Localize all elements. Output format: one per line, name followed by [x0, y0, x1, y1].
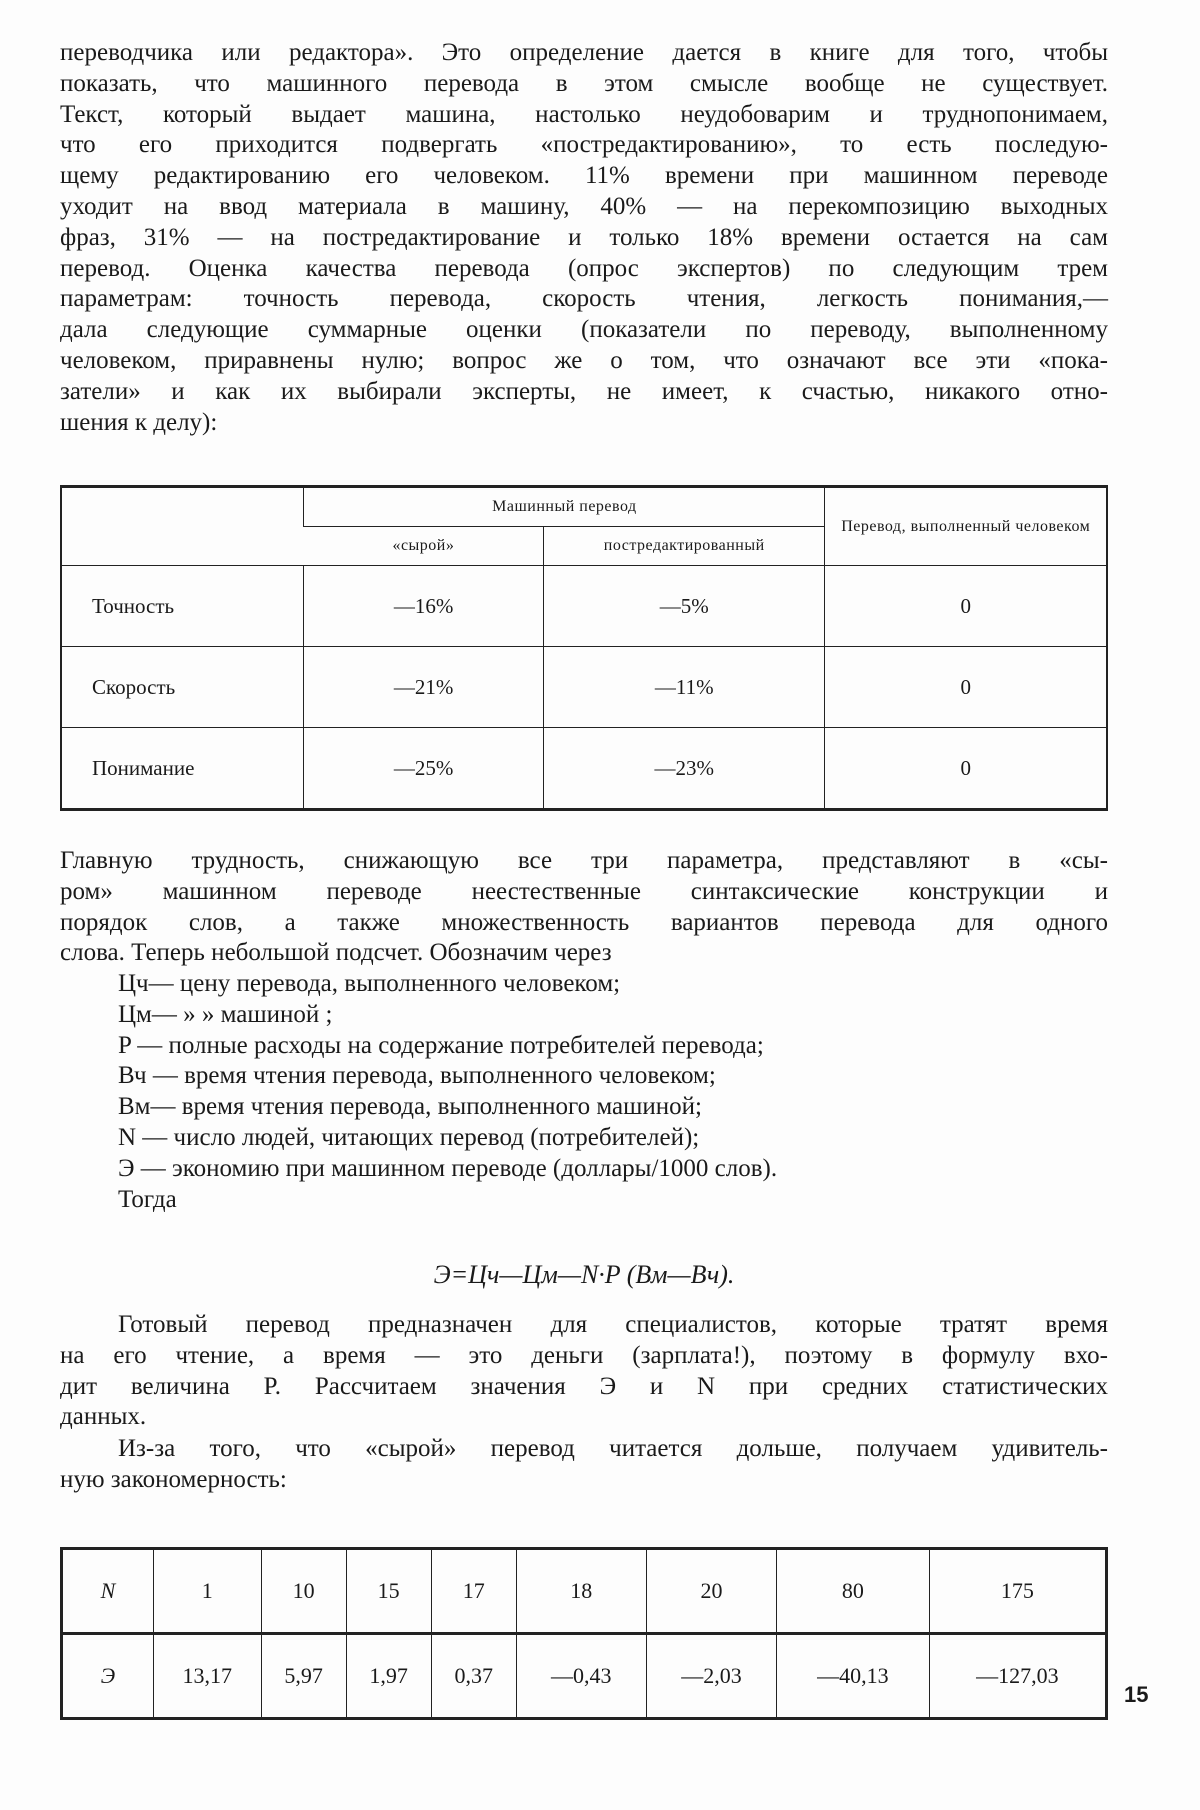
text-line: человеком, приравнены нулю; вопрос же о том, что означают все эти «пока- [60, 346, 1108, 374]
cell-n: 15 [346, 1549, 431, 1634]
text-line: Готовый перевод предназначен для специалистов, которые тратят время [118, 1311, 1108, 1338]
text-line: Вч — время чтения перевода, выполненного человеком; [118, 1062, 716, 1090]
cell-human: 0 [825, 566, 1107, 647]
cell-n: 10 [261, 1549, 346, 1634]
formula: Э=Цч—Цм—N·P (Вм—Вч). [433, 1260, 735, 1289]
text-line: слова. Теперь небольшой подсчет. Обозначим через [60, 939, 612, 967]
cell-human: 0 [825, 647, 1107, 728]
text-line: что его приходится подвергать «постредактированию», то есть последую- [60, 131, 1108, 159]
text-line: шения к делу): [60, 408, 218, 436]
row-label-e: Э [62, 1634, 154, 1719]
table-row [61, 566, 1107, 647]
cell-e: —40,13 [777, 1634, 930, 1719]
text-line: N — число людей, читающих перевод (потребителей); [118, 1123, 700, 1151]
row-label-n: N [100, 1578, 116, 1603]
header-raw: «сырой» [392, 537, 455, 554]
cell-n: 80 [777, 1549, 930, 1634]
cell-n: 175 [929, 1549, 1106, 1634]
text-line: Цм— » » машиной ; [118, 1000, 333, 1028]
cell-raw: —25% [304, 728, 544, 810]
cell-e: 5,97 [261, 1634, 346, 1719]
text-line: Э — экономию при машинном переводе (доллары/1000 слов). [118, 1154, 778, 1182]
paragraph-4 [60, 1434, 1108, 1496]
cell-n: 1 [154, 1549, 262, 1634]
text-line: затели» и как их выбирали эксперты, не имеет, к счастью, никакого отно- [60, 377, 1108, 405]
cell-label: Точность [61, 566, 304, 647]
paragraph-1 [60, 38, 1108, 438]
text-line: параметрам: точность перевода, скорость чтения, легкость понимания,— [60, 285, 1108, 313]
cell-e: —2,03 [646, 1634, 776, 1719]
cell-human: 0 [825, 728, 1107, 810]
cell-n: 17 [431, 1549, 516, 1634]
cell-e: —0,43 [516, 1634, 646, 1719]
paragraph-3 [60, 1310, 1108, 1433]
text-line: ром» машинном переводе неестественные синтаксические конструкции и [60, 877, 1108, 905]
cell-post: —11% [544, 647, 825, 728]
page-number: 15 [1124, 1682, 1149, 1707]
text-line: переводчика или редактора». Это определение дается в книге для того, чтобы [60, 39, 1108, 66]
text-line: перевод. Оценка качества перевода (опрос экспертов) по следующим трем [60, 254, 1108, 282]
text-line: дала следующие суммарные оценки (показатели по переводу, выполненному [60, 316, 1108, 344]
text-line: Вм— время чтения перевода, выполненного машиной; [118, 1093, 702, 1121]
text-line: порядок слов, а также множественность вариантов перевода для одного [60, 908, 1108, 936]
text-line: Цч— цену перевода, выполненного человеком; [118, 970, 621, 997]
text-line: показать, что машинного перевода в этом смысле вообще не существует. [60, 69, 1108, 97]
cell-n: 20 [646, 1549, 776, 1634]
text-line: фраз, 31% — на постредактирование и только 18% времени остается на сам [60, 223, 1108, 251]
header-machine: Машинный перевод [304, 487, 825, 527]
cell-n: 18 [516, 1549, 646, 1634]
cell-raw: —16% [304, 566, 544, 647]
cell-e: 13,17 [154, 1634, 262, 1719]
quality-table [60, 485, 1108, 811]
economy-table [60, 1547, 1108, 1720]
text-line: уходит на ввод материала в машину, 40% — на перекомпозицию выходных [60, 192, 1108, 220]
text-line: дит величина P. Рассчитаем значения Э и N при средних статистических [60, 1372, 1108, 1400]
text-line: Тогда [118, 1185, 177, 1213]
text-line: данных. [60, 1403, 147, 1431]
cell-post: —23% [544, 728, 825, 810]
cell-label: Скорость [61, 647, 304, 728]
text-line: Текст, который выдает машина, настолько неудобоварим и труднопонимаем, [60, 100, 1108, 128]
cell-raw: —21% [304, 647, 544, 728]
cell-e: 1,97 [346, 1634, 431, 1719]
cell-label: Понимание [61, 728, 304, 810]
text-line: на его чтение, а время — это деньги (зарплата!), поэтому в формулу вхо- [60, 1341, 1108, 1369]
header-human: Перевод, выполненный человеком [825, 487, 1107, 566]
cell-post: —5% [544, 566, 825, 647]
paragraph-2 [60, 846, 1108, 969]
cell-e: —127,03 [929, 1634, 1106, 1719]
text-line: P — полные расходы на содержание потребителей перевода; [118, 1031, 764, 1059]
text-line: Из-за того, что «сырой» перевод читается дольше, получаем удивитель- [118, 1435, 1108, 1462]
table-row [61, 647, 1107, 728]
table-row [61, 728, 1107, 810]
text-line: ную закономерность: [60, 1465, 287, 1493]
header-post: постредактированный [544, 527, 825, 566]
text-line: щему редактированию его человеком. 11% времени при машинном переводе [60, 162, 1108, 190]
definitions-list [60, 969, 1108, 1215]
cell-e: 0,37 [431, 1634, 516, 1719]
text-line: Главную трудность, снижающую все три параметра, представляют в «сы- [60, 847, 1108, 874]
